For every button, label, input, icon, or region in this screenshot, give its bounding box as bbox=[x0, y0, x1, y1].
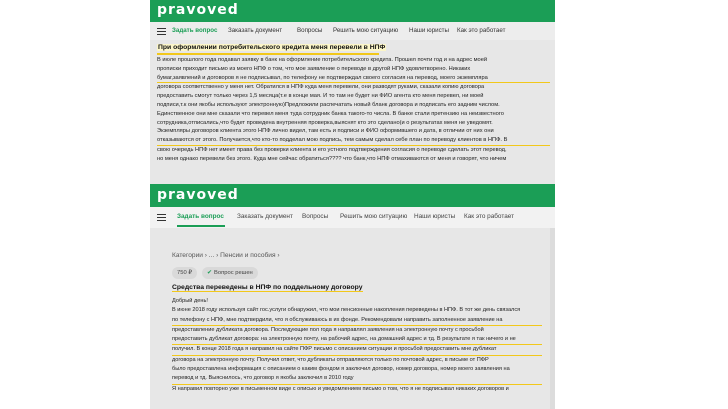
nav-order-document[interactable]: Заказать документ bbox=[228, 27, 283, 34]
breadcrumb[interactable]: Категории › ... › Пенсии и пособия › bbox=[172, 252, 280, 259]
nav-questions[interactable]: Вопросы bbox=[297, 27, 323, 34]
top-line-5: предоставить смогут только через 1,5 месяца(т.е в конце мая. И то там не будет ни ФИО агента кто меня перевел, ни моей bbox=[157, 93, 484, 100]
bottom-line-4: предоставление дубликата договора. Последующие пол года я направлял заявления на электронную почту с просьбой bbox=[172, 326, 484, 333]
nav-lawyers[interactable]: Наши юристы bbox=[409, 27, 449, 34]
status-badge bbox=[202, 267, 258, 279]
top-line-8: сотрудника,отписались,что будет проведена внутренняя проверка,выяснят кто это сделано(и о результатах меня не уведомят. bbox=[157, 119, 493, 126]
bottom-line-7: договора на электронную почту. Получил ответ, что дубликаты отправляются только по почтовой адрес, в письме от ПФР bbox=[172, 356, 489, 363]
bottom-line-6: получил. В конце 2018 года я направил на сайте ПФР письмо с описанием ситуации и просьбой предоставить мне дубликат bbox=[172, 345, 542, 355]
bottom-nav bbox=[150, 207, 555, 228]
nav-solve-situation[interactable]: Решить мою ситуацию bbox=[333, 27, 399, 34]
menu-icon[interactable] bbox=[157, 214, 166, 221]
nav-ask-question[interactable]: Задать вопрос bbox=[172, 27, 218, 34]
nav-solve-situation[interactable]: Решить мою ситуацию bbox=[340, 213, 408, 220]
bottom-line-8: было предоставлена информация с описанием о каким фондом я заключил договор, номер договора, номер моего заявления на bbox=[172, 366, 510, 373]
nav-questions[interactable]: Вопросы bbox=[302, 213, 329, 220]
top-line-12: но меня однако перевели без этого. Куда мне сейчас обратиться???? что банк,что НПФ отмахиваются от меня и говорят, что ничем bbox=[157, 155, 507, 162]
nav-how-it-works[interactable]: Как это работает bbox=[457, 27, 506, 34]
bottom-line-5: предоставить дубликат договора: на электронную почту, на рабочий адрес, на домашний адрес и тд. В результате я так ничего и не bbox=[172, 335, 542, 345]
nav-order-document[interactable]: Заказать документ bbox=[237, 213, 293, 220]
top-line-2: прописки приходит письмо из моего НПФ о том, что мое заявление о переводе в другой НПФ удовлетворено. Никаких bbox=[157, 65, 471, 72]
bottom-line-1: Добрый день! bbox=[172, 298, 208, 304]
top-line-4: договора соответственно у меня нет. Обратился в НПФ куда меня перевели, они разводят руками, сказали копию договора bbox=[157, 84, 485, 91]
bottom-line-10: Я направил повторно уже в письменном виде с описью и уведомлением письмо о том, что я не подписывал никаких договоров и bbox=[172, 385, 509, 392]
bottom-logo[interactable]: pravoved bbox=[157, 187, 239, 203]
top-line-9: Экземпляры договоров клиента этого НПФ лично видел, там есть и подписи и ФИО оформившего и дата, в отличии от них они bbox=[157, 128, 494, 135]
nav-how-it-works[interactable]: Как это работает bbox=[464, 213, 515, 220]
bottom-question-title-text: Средства переведены в НПФ по поддельному договору bbox=[172, 284, 363, 291]
price-badge: 750 ₽ bbox=[172, 267, 197, 279]
top-header bbox=[150, 0, 555, 22]
status-label: Вопрос решен bbox=[214, 270, 253, 276]
title-highlight bbox=[157, 53, 379, 55]
check-icon: ✔ bbox=[207, 270, 213, 276]
scrollbar[interactable] bbox=[550, 228, 555, 409]
top-line-6: подписи,т.к они якобы используют электронную)Предложили распечатать новый бланк договора и подписать его задним числом. bbox=[157, 101, 500, 108]
bottom-line-3: по телефону с НПФ, мне подтвердили, что я обслуживаюсь в их фонде. Рекомендовали направить заполненное заявление на bbox=[172, 316, 542, 326]
bottom-question-body bbox=[172, 297, 542, 394]
active-tab-underline bbox=[177, 225, 225, 227]
top-logo[interactable]: pravoved bbox=[157, 2, 239, 18]
menu-icon[interactable] bbox=[157, 28, 166, 35]
bottom-line-9: перевод и тд. Выяснилось, что договор я якобы заключил в 2010 году bbox=[172, 374, 542, 384]
bottom-question-title bbox=[172, 284, 363, 291]
nav-ask-question[interactable]: Задать вопрос bbox=[177, 213, 224, 220]
top-nav bbox=[150, 22, 555, 40]
top-line-7: Единственное они мне сказали что перевел меня туда сотрудник банка такого-то числа. В банке стали претензию на неизвестного bbox=[157, 110, 504, 117]
photo-collage bbox=[150, 0, 555, 409]
bottom-header bbox=[150, 184, 555, 207]
top-line-11: свою очередь НПФ нет имеет права без проверки клиента и его устного подтверждения согласия о переводе сделать этот перевод, bbox=[157, 146, 507, 153]
bottom-line-2: В июне 2018 году используя сайт гос.услуги обнаружил, что мои пенсионные накопления переведены в НПФ. В тот же день связался bbox=[172, 307, 521, 314]
top-line-10: отказываются от этого. Получается,что кто-то подделал мою подпись, тем самым сделал себе план по переводу клиентов в НПФ. В bbox=[157, 136, 550, 146]
top-question-body bbox=[157, 56, 550, 164]
top-question-title: При оформлении потребительского кредита меня перевели в НПФ bbox=[158, 44, 386, 51]
nav-lawyers[interactable]: Наши юристы bbox=[414, 213, 456, 220]
top-line-1: В июле прошлого года подавал заявку в банк на оформление потребительского кредита. Прошел почти год и на адрес моей bbox=[157, 57, 488, 63]
top-line-3: бумаг,заявлений и договоров я не подписывал, по телефону не подтверждал своего согласия на перевод, моего экземпляра bbox=[157, 74, 550, 84]
